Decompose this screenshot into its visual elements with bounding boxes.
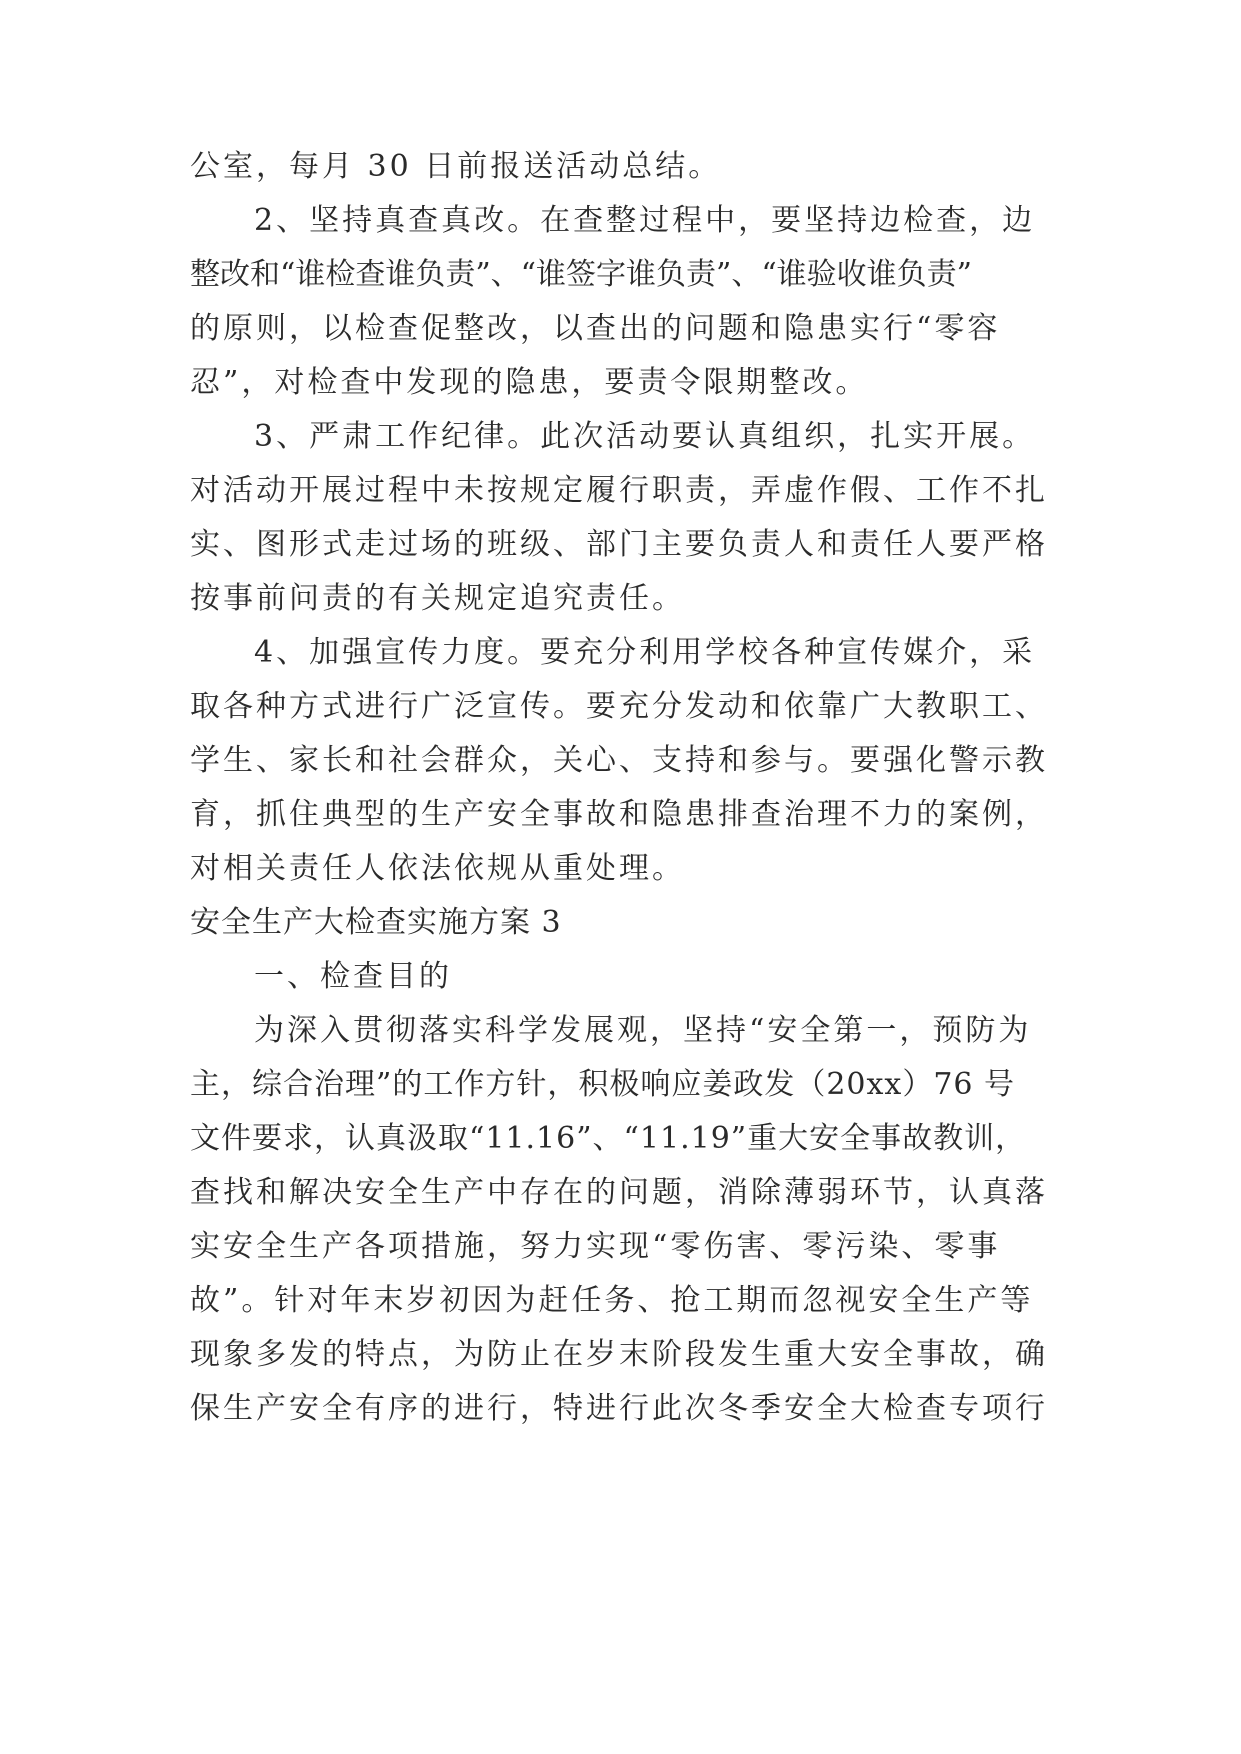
text-line: 查找和解决安全生产中存在的问题，消除薄弱环节，认真落 — [190, 1175, 1048, 1210]
text-line: 实、图形式走过场的班级、部门主要负责人和责任人要严格 — [190, 527, 1048, 562]
text-line: 现象多发的特点，为防止在岁末阶段发生重大安全事故，确 — [190, 1337, 1048, 1372]
paragraph-line: 4、加强宣传力度。要充分利用学校各种宣传媒介，采 — [254, 635, 1036, 670]
text-line: 公室，每月 30 日前报送活动总结。 — [190, 149, 722, 184]
text-line: 对相关责任人依法依规从重处理。 — [190, 851, 685, 886]
text-line: 学生、家长和社会群众，关心、支持和参与。要强化警示教 — [190, 743, 1048, 778]
text-line: 整改和“谁检查谁负责”、“谁签字谁负责”、“谁验收谁负责” — [190, 257, 973, 292]
text-line: 实安全生产各项措施，努力实现“零伤害、零污染、零事 — [190, 1229, 1001, 1264]
text-line: 忍”，对检查中发现的隐患，要责令限期整改。 — [190, 365, 869, 400]
text-line: 主，综合治理”的工作方针，积极响应姜政发（20xx）76 号 — [190, 1067, 1016, 1102]
text-line: 按事前问责的有关规定追究责任。 — [190, 581, 685, 616]
text-line: 故”。针对年末岁初因为赶任务、抢工期而忽视安全生产等 — [190, 1283, 1034, 1318]
text-line: 取各种方式进行广泛宣传。要充分发动和依靠广大教职工、 — [190, 689, 1048, 724]
text-line: 育，抓住典型的生产安全事故和隐患排查治理不力的案例， — [190, 797, 1048, 832]
text-line: 的原则，以检查促整改，以查出的问题和隐患实行“零容 — [190, 311, 1001, 346]
paragraph-line: 3、严肃工作纪律。此次活动要认真组织，扎实开展。 — [254, 419, 1036, 454]
text-line: 对活动开展过程中未按规定履行职责，弄虚作假、工作不扎 — [190, 473, 1048, 508]
subsection-heading: 一、检查目的 — [254, 959, 452, 994]
paragraph-line: 2、坚持真查真改。在查整过程中，要坚持边检查，边 — [254, 203, 1036, 238]
paragraph-line: 为深入贯彻落实科学发展观，坚持“安全第一，预防为 — [254, 1013, 1032, 1048]
text-line: 保生产安全有序的进行，特进行此次冬季安全大检查专项行 — [190, 1391, 1048, 1426]
text-line: 文件要求，认真汲取“11.16”、“11.19”重大安全事故教训， — [190, 1121, 1027, 1156]
section-heading: 安全生产大检查实施方案 3 — [190, 905, 562, 940]
